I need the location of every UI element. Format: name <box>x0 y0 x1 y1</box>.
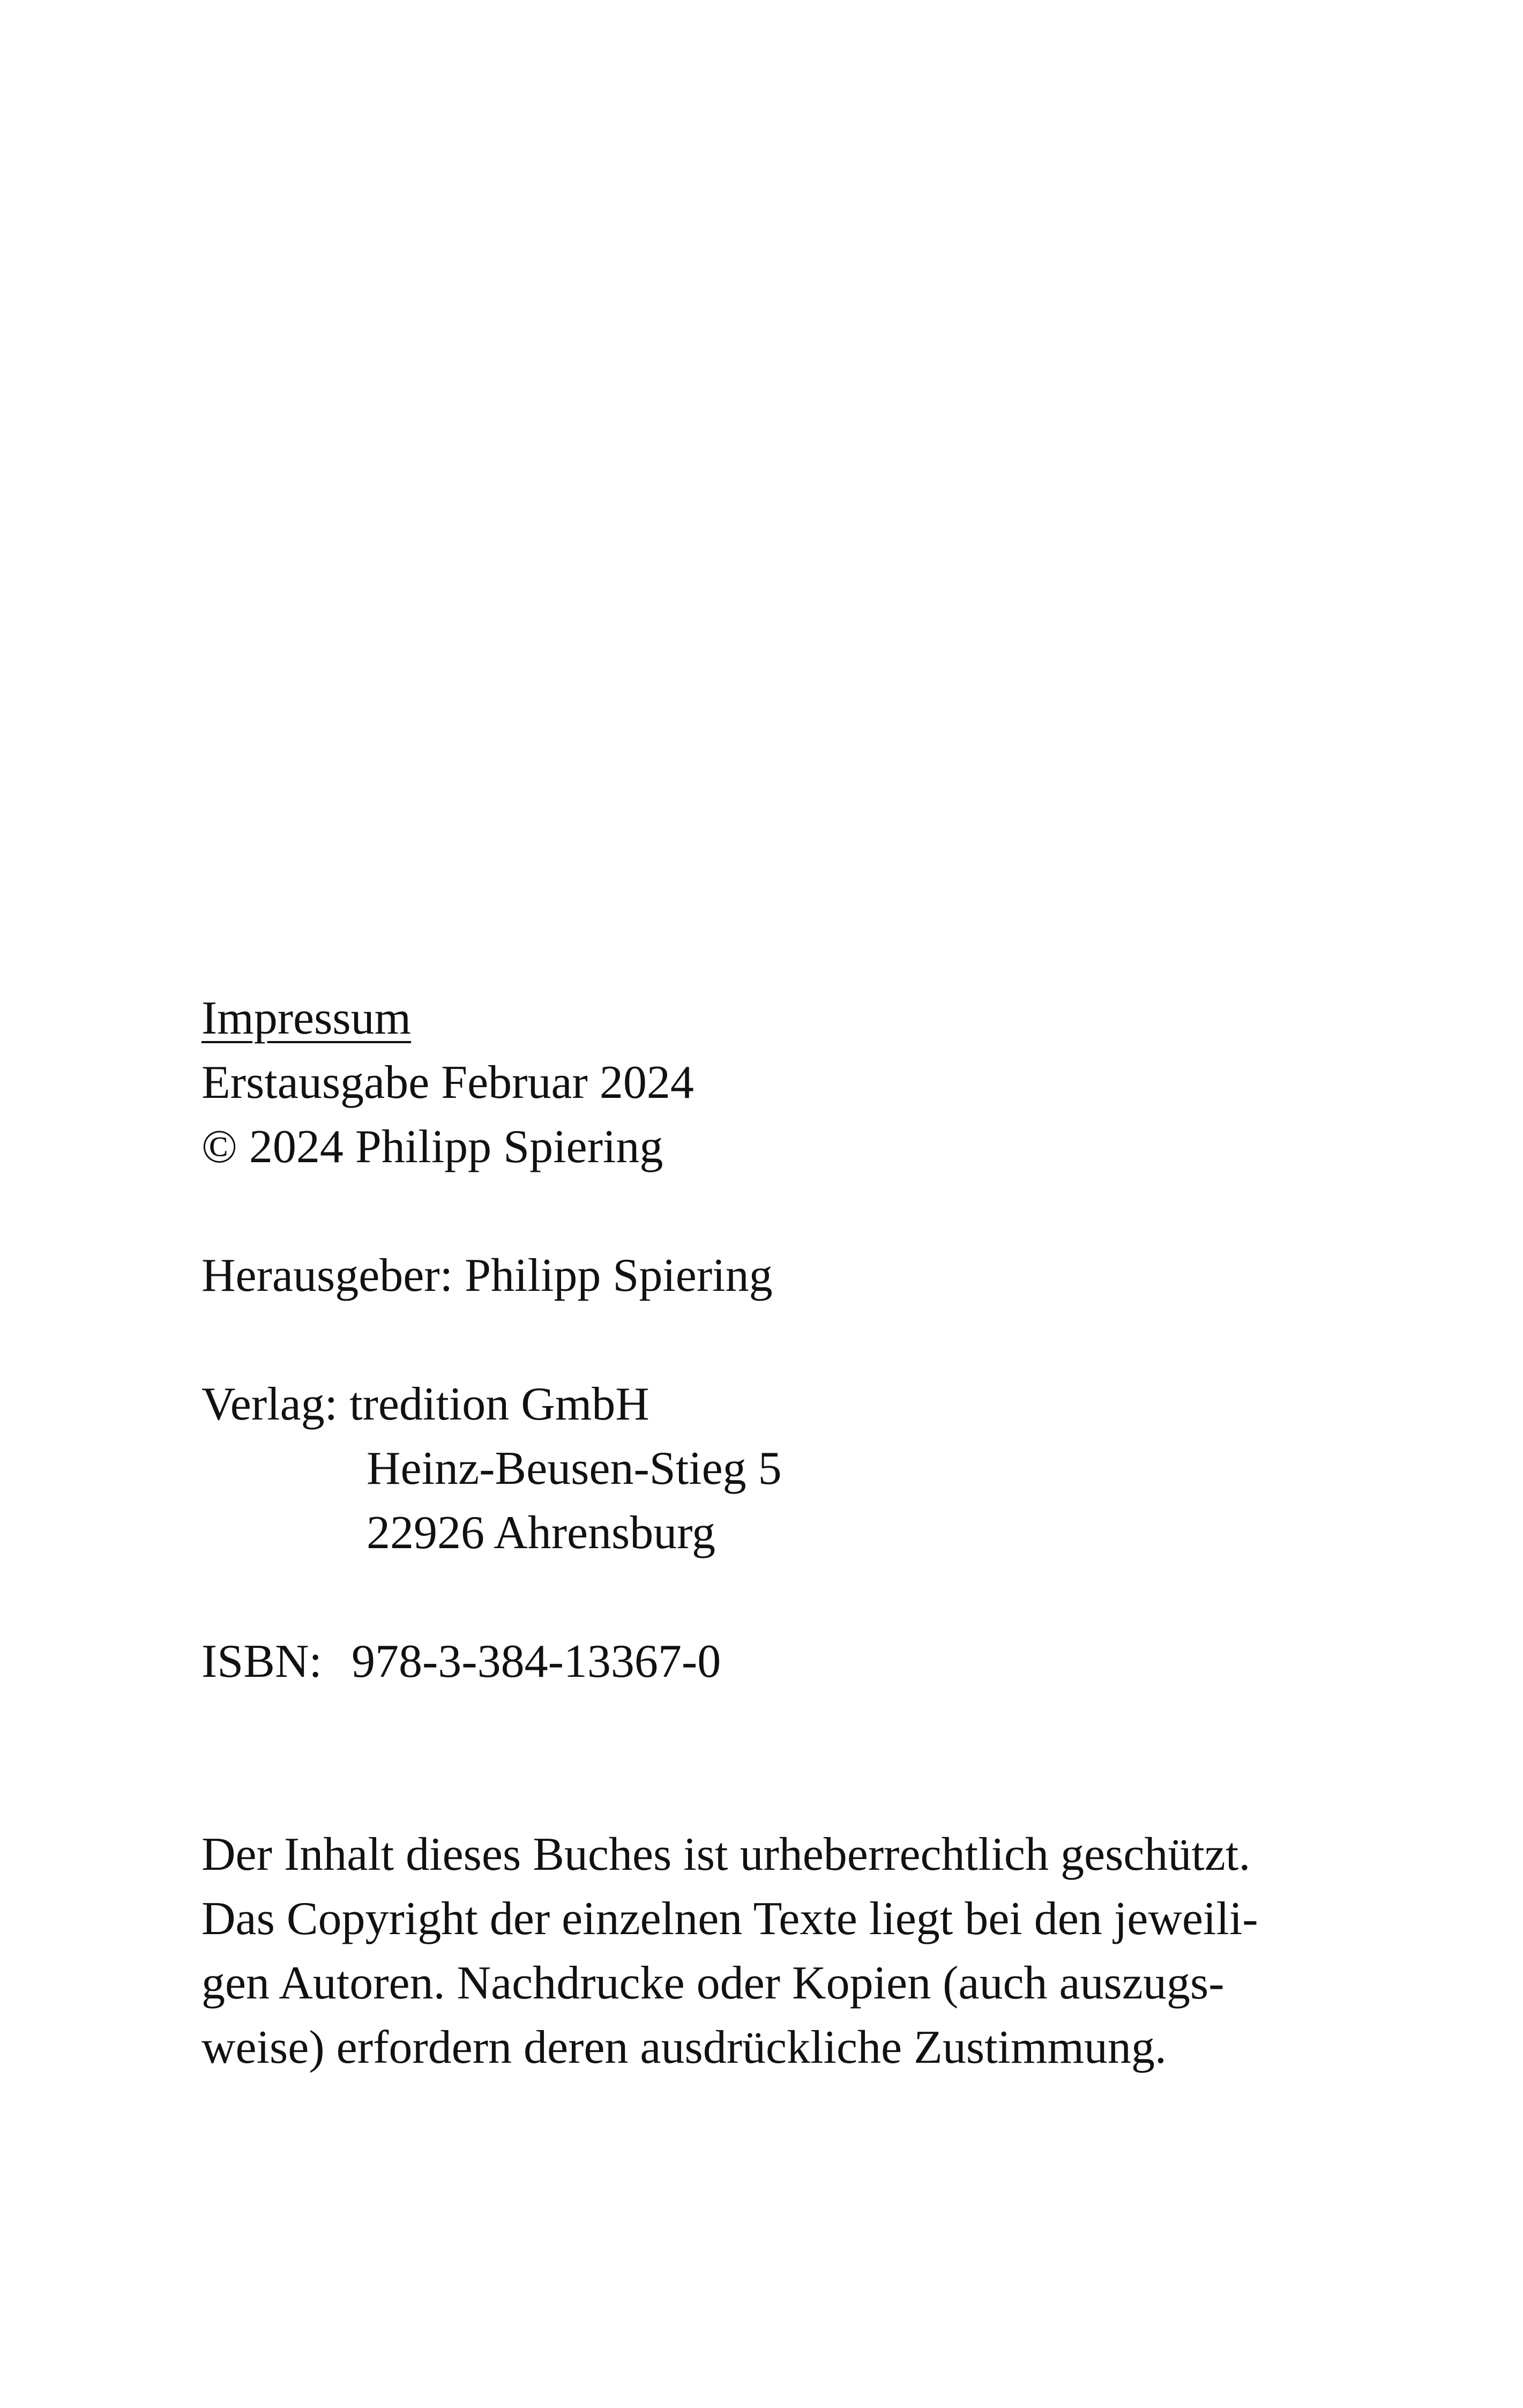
spacer <box>201 1565 1380 1630</box>
isbn-line <box>201 1630 1380 1694</box>
isbn-value: 978-3-384-13367-0 <box>352 1636 721 1688</box>
address-city: 22926 Ahrensburg <box>367 1507 716 1559</box>
copyright-line: © 2024 Philipp Spiering <box>201 1121 663 1173</box>
notice-line: Das Copyright der einzelnen Texte liegt bei den jeweili- <box>201 1893 1258 1945</box>
imprint-heading: Impressum <box>201 992 412 1044</box>
copyright-notice <box>201 1823 1380 2080</box>
spacer <box>201 1694 1380 1823</box>
spacer <box>201 1179 1380 1244</box>
notice-line: Der Inhalt dieses Buches ist urheberrechtlich geschützt. <box>201 1829 1251 1881</box>
verlag-line: Verlag: tredition GmbH <box>201 1378 649 1430</box>
imprint-block <box>201 986 1380 2080</box>
address-street: Heinz-Beusen-Stieg 5 <box>367 1443 782 1495</box>
notice-line: gen Autoren. Nachdrucke oder Kopien (auch auszugs- <box>201 1957 1225 2009</box>
isbn-label: ISBN: <box>201 1636 322 1688</box>
publisher-line: Herausgeber: Philipp Spiering <box>201 1250 773 1302</box>
edition-line: Erstausgabe Februar 2024 <box>201 1057 694 1109</box>
notice-line: weise) erfordern deren ausdrückliche Zustimmung. <box>201 2021 1167 2073</box>
spacer <box>201 1308 1380 1372</box>
